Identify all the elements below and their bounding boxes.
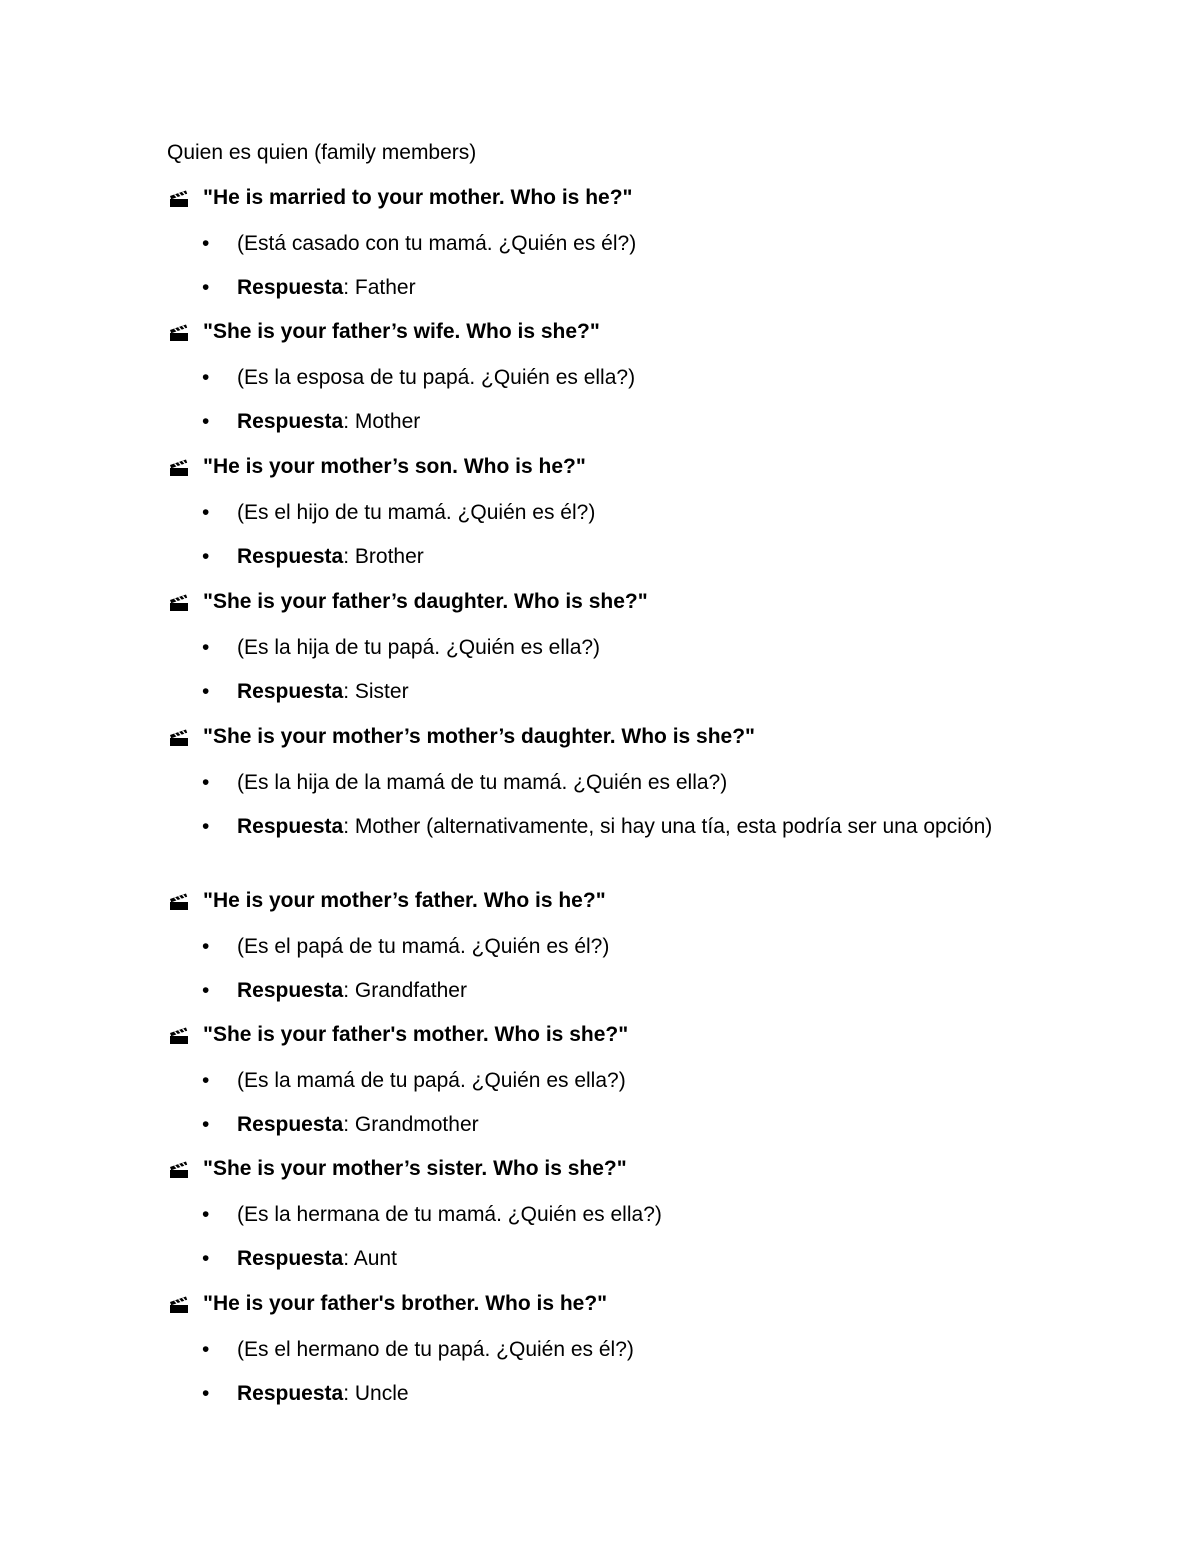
answer-value: : Mother xyxy=(343,410,421,433)
translation-line xyxy=(200,1335,1020,1364)
answer-value: : Grandfather xyxy=(343,979,467,1002)
clapperboard-icon xyxy=(169,1026,189,1044)
bullet: • xyxy=(202,680,210,703)
answer-text xyxy=(237,273,1020,302)
answer-value: : Mother (alternativamente, si hay una tía, esta podría ser una opción) xyxy=(343,815,993,838)
question-text: "She is your father's mother. Who is she?" xyxy=(203,1023,629,1046)
answer-label: Respuesta xyxy=(237,276,344,299)
bullet: • xyxy=(202,771,210,794)
answer-label: Respuesta xyxy=(237,1113,344,1136)
translation-line xyxy=(200,932,1020,961)
bullet: • xyxy=(202,366,210,389)
bullet: • xyxy=(202,232,210,255)
bullet: • xyxy=(202,979,210,1002)
clapperboard-icon xyxy=(169,593,189,611)
translation-text: (Es el hijo de tu mamá. ¿Quién es él?) xyxy=(237,501,596,524)
answer-line xyxy=(200,677,1020,706)
question-line xyxy=(169,184,633,212)
answer-text xyxy=(237,976,1020,1005)
translation-line xyxy=(200,363,1020,392)
question-line xyxy=(169,1021,628,1049)
question-text: "He is your mother’s father. Who is he?" xyxy=(203,889,606,912)
translation-text: (Es el hermano de tu papá. ¿Quién es él?) xyxy=(237,1338,634,1361)
translation-text: (Es la hija de tu papá. ¿Quién es ella?) xyxy=(237,636,601,659)
bullet: • xyxy=(202,501,210,524)
translation-text: (Es la esposa de tu papá. ¿Quién es ella?) xyxy=(237,366,636,389)
bullet: • xyxy=(202,1113,210,1136)
question-text: "She is your mother’s mother’s daughter. Who is she?" xyxy=(203,725,756,748)
answer-line xyxy=(200,976,1020,1005)
translation-line xyxy=(200,229,1020,258)
question-text: "He is married to your mother. Who is he?" xyxy=(203,186,633,209)
answer-value: : Aunt xyxy=(343,1247,397,1270)
clapperboard-icon xyxy=(169,323,189,341)
answer-text xyxy=(237,1244,1020,1273)
answer-line xyxy=(200,1244,1020,1273)
answer-value: : Sister xyxy=(343,680,409,703)
answer-value: : Uncle xyxy=(343,1382,409,1405)
question-text: "She is your father’s daughter. Who is she?" xyxy=(203,590,648,613)
answer-line xyxy=(200,1379,1020,1408)
answer-label: Respuesta xyxy=(237,1247,344,1270)
translation-text: (Es la hermana de tu mamá. ¿Quién es ella?) xyxy=(237,1203,662,1226)
question-text: "He is your mother’s son. Who is he?" xyxy=(203,455,586,478)
answer-line xyxy=(200,542,1020,571)
question-text: "She is your mother’s sister. Who is she?" xyxy=(203,1157,627,1180)
answer-label: Respuesta xyxy=(237,410,344,433)
answer-text xyxy=(237,812,1020,841)
clapperboard-icon xyxy=(169,1160,189,1178)
answer-text xyxy=(237,677,1020,706)
translation-line xyxy=(200,498,1020,527)
clapperboard-icon xyxy=(169,1295,189,1313)
translation-text: (Es el papá de tu mamá. ¿Quién es él?) xyxy=(237,935,610,958)
answer-label: Respuesta xyxy=(237,545,344,568)
clapperboard-icon xyxy=(169,458,189,476)
question-line xyxy=(169,723,755,751)
question-line xyxy=(169,1290,607,1318)
bullet: • xyxy=(202,815,210,838)
bullet: • xyxy=(202,276,210,299)
clapperboard-icon xyxy=(169,189,189,207)
bullet: • xyxy=(202,1382,210,1405)
answer-label: Respuesta xyxy=(237,815,344,838)
answer-line xyxy=(200,812,1020,841)
question-line xyxy=(169,887,606,915)
translation-line xyxy=(200,633,1020,662)
bullet: • xyxy=(202,410,210,433)
question-text: "He is your father's brother. Who is he?" xyxy=(203,1292,608,1315)
answer-line xyxy=(200,1110,1020,1139)
bullet: • xyxy=(202,935,210,958)
question-line xyxy=(169,453,586,481)
translation-text: (Está casado con tu mamá. ¿Quién es él?) xyxy=(237,232,637,255)
answer-value: : Father xyxy=(343,276,416,299)
translation-line xyxy=(200,1200,1020,1229)
translation-line xyxy=(200,768,1020,797)
translation-text: (Es la hija de la mamá de tu mamá. ¿Quién es ella?) xyxy=(237,771,728,794)
answer-label: Respuesta xyxy=(237,979,344,1002)
question-line xyxy=(169,588,648,616)
answer-value: : Grandmother xyxy=(343,1113,479,1136)
question-line xyxy=(169,1155,627,1183)
translation-line xyxy=(200,1066,1020,1095)
question-text: "She is your father’s wife. Who is she?" xyxy=(203,320,600,343)
bullet: • xyxy=(202,1338,210,1361)
question-line xyxy=(169,318,600,346)
answer-label: Respuesta xyxy=(237,680,344,703)
answer-text xyxy=(237,542,1020,571)
bullet: • xyxy=(202,636,210,659)
clapperboard-icon xyxy=(169,892,189,910)
document-title: Quien es quien (family members) xyxy=(167,141,477,164)
answer-text xyxy=(237,1110,1020,1139)
answer-value: : Brother xyxy=(343,545,424,568)
bullet: • xyxy=(202,1247,210,1270)
bullet: • xyxy=(202,545,210,568)
answer-label: Respuesta xyxy=(237,1382,344,1405)
clapperboard-icon xyxy=(169,728,189,746)
answer-text xyxy=(237,407,1020,436)
bullet: • xyxy=(202,1203,210,1226)
answer-text xyxy=(237,1379,1020,1408)
answer-line xyxy=(200,407,1020,436)
answer-line xyxy=(200,273,1020,302)
bullet: • xyxy=(202,1069,210,1092)
translation-text: (Es la mamá de tu papá. ¿Quién es ella?) xyxy=(237,1069,626,1092)
